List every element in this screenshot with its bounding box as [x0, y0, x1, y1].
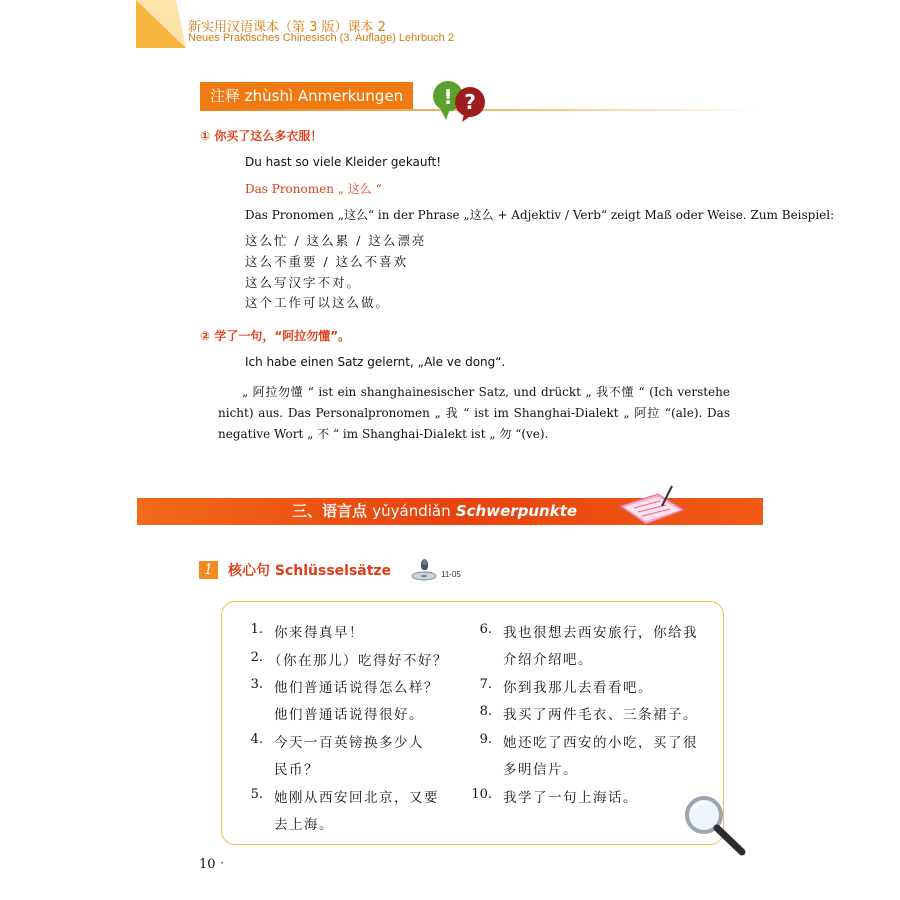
svg-text:!: ! — [443, 85, 453, 109]
sentence-text: 我买了两件毛衣、三条裙子。 — [503, 707, 698, 723]
note1-subheading: Das Pronomen „ 这么 “ — [245, 182, 382, 196]
section-title-cn: 三、语言点 — [292, 502, 368, 520]
sentence-text: 她刚从西安回北京，又要 — [274, 790, 439, 806]
sentence-number: 10. — [471, 787, 492, 802]
note1-example: 这么不重要 / 这么不喜欢 — [245, 254, 409, 269]
sentence-text: 我也很想去西安旅行，你给我 — [503, 625, 698, 641]
sentence-number: 4. — [250, 732, 263, 747]
sentence-number: 2. — [250, 650, 263, 665]
sentence-number: 9. — [479, 732, 492, 747]
sentence-text: 去上海。 — [274, 817, 334, 833]
note2-translation: Ich habe einen Satz gelernt, „Ale ve dong“. — [245, 355, 506, 369]
book-title-de: Neues Praktisches Chinesisch (3. Auflage) Lehrbuch 2 — [188, 32, 454, 44]
sentence-text: 他们普通话说得怎么样？ — [274, 680, 439, 696]
book-title-cn: 新实用汉语课本（第 3 版）课本 2 — [188, 20, 386, 35]
page-number: 10 — [199, 857, 216, 872]
sentence-text: 你到我那儿去看看吧。 — [503, 680, 653, 696]
exclamation-question-icon — [428, 78, 492, 122]
sentence-text: 今天一百英镑换多少人 — [274, 735, 424, 751]
page-number-dot: · — [220, 856, 225, 871]
notebook-icon — [618, 484, 688, 530]
section-title-pinyin: yǔyándiǎn — [372, 502, 451, 520]
sentence-text: 我学了一句上海话。 — [503, 790, 638, 806]
note1-example: 这么写汉字不对。 — [245, 275, 362, 290]
sentence-text: （你在那儿）吃得好不好？ — [268, 653, 448, 669]
sentence-text: 她还吃了西安的小吃，买了很 — [503, 735, 698, 751]
note2-heading: ② 学了一句，“阿拉勿懂”。 — [200, 329, 351, 343]
note1-translation: Du hast so viele Kleider gekauft! — [245, 155, 442, 169]
note1-example: 这个工作可以这么做。 — [245, 295, 391, 310]
audio-disc-icon[interactable] — [411, 556, 439, 582]
sentence-text: 多明信片。 — [503, 762, 578, 778]
section-number-badge: 1 — [199, 561, 218, 579]
sentence-text: 你来得真早！ — [274, 625, 364, 641]
audio-track-number: 11-05 — [441, 570, 461, 579]
sentence-number: 5. — [250, 787, 263, 802]
section-title — [292, 500, 577, 521]
sentence-text: 他们普通话说得很好。 — [274, 707, 424, 723]
sentence-number: 8. — [479, 704, 492, 719]
note1-example: 这么忙 / 这么累 / 这么漂亮 — [245, 233, 427, 248]
magnifier-icon — [680, 793, 748, 857]
note1-explanation: Das Pronomen „这么“ in der Phrase „这么 + Adjektiv / Verb“ zeigt Maß oder Weise. Zum Beispiel: — [245, 208, 835, 222]
key-sentences-title: 核心句 Schlüsselsätze — [228, 563, 392, 579]
page-corner-decoration — [136, 0, 186, 48]
sentence-text: 介绍介绍吧。 — [503, 652, 593, 668]
sentence-number: 1. — [250, 622, 263, 637]
note2-explanation: „ 阿拉勿懂 “ ist ein shanghainesischer Satz, und drückt „ 我不懂 “ (Ich verstehe nicht) aus. Das Personalpronomen „ 我 “ ist im Shanghai-Dialekt „ 阿拉 “(ale). Das negative Wort „ 不 “ im Shanghai-Dialekt ist „ 勿 “(ve). — [218, 385, 730, 441]
sentence-number: 6. — [479, 622, 492, 637]
svg-text:?: ? — [464, 90, 476, 114]
sentence-text: 民币？ — [274, 762, 319, 778]
sentence-number: 7. — [479, 677, 492, 692]
notes-banner: 注释 zhùshì Anmerkungen — [200, 82, 413, 110]
sentence-number: 3. — [250, 677, 263, 692]
section-title-de: Schwerpunkte — [455, 502, 578, 520]
note1-heading: ① 你买了这么多衣服！ — [200, 129, 323, 143]
